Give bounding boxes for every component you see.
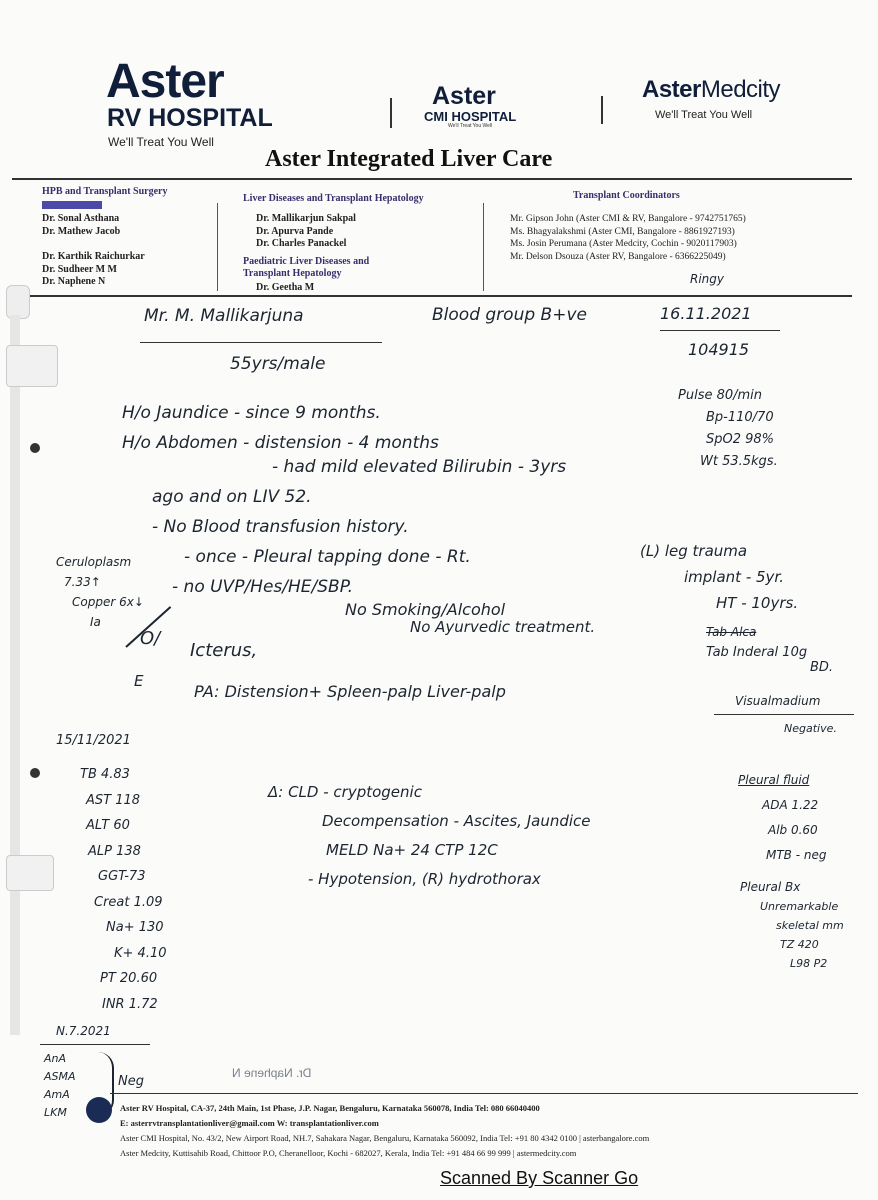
aster-medcity-tagline: We'll Treat You Well [655, 109, 753, 121]
ceruloplasmin-note [56, 552, 144, 632]
lab-value: Creat 1.09 [94, 894, 163, 910]
pleural-fluid-line: Alb 0.60 [768, 823, 818, 837]
pleural-bx-line: Unremarkable [760, 900, 839, 913]
diagnosis-line: MELD Na+ 24 CTP 12C [326, 841, 498, 859]
history-line: - had mild elevated Bilirubin - 3yrs [272, 457, 567, 477]
aster-medcity-logo-b: Medcity [700, 76, 781, 103]
bleed-through-text: Dr. Naphene N [232, 1066, 312, 1080]
blood-group: Blood group B+ve [432, 305, 587, 325]
paediatric-heading-2: Transplant Hepatology [243, 268, 342, 279]
punch-hole [30, 768, 40, 778]
history-line: H/o Abdomen - distension - 4 months [122, 433, 439, 453]
pleural-bx-block [740, 878, 844, 973]
header-divider-1 [390, 98, 392, 128]
exam-o: O/ [140, 628, 161, 649]
hpb-doctor: Dr. Naphene N [42, 276, 106, 287]
pleural-bx-line: skeletal mm [776, 919, 844, 932]
history-line: H/o Jaundice - since 9 months. [122, 403, 381, 423]
right-history-block [640, 538, 798, 616]
coordinator-line: Ms. Bhagyalakshmi (Aster CMI, Bangalore - 8861927193) [510, 226, 735, 237]
punch-hole [30, 443, 40, 453]
vital: SpO2 98% [706, 432, 775, 447]
liver-doctor: Dr. Mallikarjun Sakpal [256, 213, 356, 224]
pleural-fluid-line: MTB - neg [766, 848, 827, 862]
autoimmune-date: N.7.2021 [56, 1024, 111, 1038]
lab-value: PT 20.60 [100, 971, 158, 986]
aster-cmi-logo-name: Aster [432, 82, 496, 110]
hpb-doctor: Dr. Mathew Jacob [42, 225, 121, 237]
pleural-bx-line: TZ 420 [780, 938, 819, 951]
header-bottom-line [30, 295, 852, 297]
aster-rv-logo-sub: RV HOSPITAL [107, 104, 273, 132]
exam-e: E [134, 672, 144, 690]
paediatric-heading-1: Paediatric Liver Diseases and [243, 256, 370, 267]
history-line: No Ayurvedic treatment. [410, 618, 596, 636]
hpb-heading: HPB and Transplant Surgery [42, 186, 168, 197]
liver-doctor: Dr. Apurva Pande [256, 225, 334, 237]
autoimmune-label: AnA [44, 1052, 67, 1065]
aster-rv-logo-name: Aster [106, 55, 224, 108]
footer-address [120, 1101, 649, 1161]
history-line: ago and on LIV 52. [152, 487, 312, 507]
liver-doctor: Dr. Charles Panackel [256, 238, 347, 249]
autoimmune-result: Neg [118, 1074, 144, 1089]
right-history-line: Tab Inderal 10g [706, 645, 808, 660]
patient-name: Mr. M. Mallikarjuna [144, 306, 304, 326]
per-abdomen: PA: Distension+ Spleen-palp Liver-palp [194, 682, 506, 701]
coordinator-list [510, 213, 746, 263]
vital: Bp-110/70 [706, 410, 774, 425]
pleural-bx-heading: Pleural Bx [740, 880, 801, 894]
hpb-doctor: Dr. Karthik Raichurkar [42, 251, 145, 262]
margin-line: Ia [90, 615, 101, 629]
aster-cmi-logo-sub: CMI HOSPITAL [424, 109, 517, 124]
aster-medcity-logo [642, 76, 780, 104]
patient-id: 104915 [688, 340, 750, 359]
history-line: - once - Pleural tapping done - Rt. [184, 547, 471, 567]
history-block [122, 398, 566, 602]
footer-line: Aster RV Hospital, CA-37, 24th Main, 1st Phase, J.P. Nagar, Bengaluru, Karnataka 560078, India Tel: 080 66040400 [120, 1103, 540, 1113]
right-history-line: HT - 10yrs. [716, 594, 799, 612]
exam-icterus: Icterus, [190, 640, 258, 661]
labs-date: 15/11/2021 [56, 733, 131, 748]
diagnosis-block [268, 778, 591, 894]
hpb-doctor-list [42, 213, 145, 289]
margin-line: 7.33↑ [64, 575, 101, 589]
liver-heading: Liver Diseases and Transplant Hepatology [243, 193, 424, 204]
coordinator-line: Ms. Josin Perumana (Aster Medcity, Cochin - 9020117903) [510, 239, 737, 249]
footer-line: Aster CMI Hospital, No. 43/2, New Airport Road, NH.7, Sahakara Nagar, Bengaluru, Karnataka 560092, India Tel: +91 80 4342 0100 | asterbangalore.com [120, 1133, 650, 1143]
hpb-doctor: Dr. Sudheer M M [42, 263, 117, 275]
redaction-bar [42, 201, 102, 209]
coordinators-heading: Transplant Coordinators [573, 190, 680, 201]
document-title: Aster Integrated Liver Care [265, 146, 553, 172]
lab-value: ALP 138 [88, 843, 141, 859]
autoimmune-underline [40, 1044, 150, 1045]
right-history-line: implant - 5yr. [684, 568, 784, 586]
date-underline [660, 330, 780, 331]
pleural-fluid-heading: Pleural fluid [738, 773, 810, 787]
autoimmune-labels [44, 1050, 76, 1122]
visual-line: Visualmadium [735, 694, 821, 708]
aster-medcity-logo-a: Aster [642, 76, 701, 103]
column-divider-1 [217, 203, 218, 291]
lab-value: GGT-73 [98, 869, 146, 884]
history-line: - No Blood transfusion history. [152, 517, 409, 537]
autoimmune-label: LKM [44, 1106, 67, 1119]
autoimmune-label: ASMA [44, 1070, 76, 1083]
lab-value: TB 4.83 [80, 767, 130, 782]
pleural-fluid-line: ADA 1.22 [762, 798, 819, 812]
age-sex: 55yrs/male [230, 354, 326, 374]
vitals-block [678, 385, 778, 473]
paediatric-doctor: Dr. Geetha M [256, 282, 315, 293]
column-divider-2 [483, 203, 484, 291]
scanner-watermark: Scanned By Scanner Go [440, 1168, 639, 1188]
margin-line: Ceruloplasm [56, 555, 132, 569]
handwritten-ringy: Ringy [690, 272, 724, 286]
autoimmune-label: AmA [44, 1088, 70, 1101]
footer-line: E: asterrvtransplantationliver@gmail.com W: transplantationliver.com [120, 1118, 379, 1128]
hpb-doctor: Dr. Sonal Asthana [42, 213, 120, 224]
aster-rv-tagline: We'll Treat You Well [108, 135, 214, 149]
footer-rule [110, 1093, 858, 1094]
right-history-line: (L) leg trauma [640, 542, 748, 560]
pleural-bx-line: L98 P2 [790, 957, 828, 970]
patient-underline [140, 342, 382, 343]
diagnosis-line: - Hypotension, (R) hydrothorax [308, 870, 541, 888]
lab-value: AST 118 [86, 792, 141, 808]
lab-value: ALT 60 [86, 818, 130, 833]
liver-doctor-list [256, 213, 356, 251]
header-divider-2 [601, 96, 603, 124]
binder-clip [0, 285, 56, 1045]
lab-value: Na+ 130 [106, 920, 164, 935]
labs-block [80, 762, 167, 1017]
vital: Pulse 80/min [678, 388, 763, 403]
pleural-fluid-block [738, 768, 826, 868]
history-line: No Smoking/Alcohol [345, 600, 506, 619]
note-date: 16.11.2021 [660, 304, 752, 323]
coordinator-line: Mr. Delson Dsouza (Aster RV, Bangalore - 6366225049) [510, 251, 726, 262]
history-line: - no UVP/Hes/HE/SBP. [172, 577, 354, 597]
diagnosis-line: Δ: CLD - cryptogenic [268, 783, 422, 801]
visual-underline [714, 714, 854, 715]
footer-logo-mark [86, 1097, 112, 1123]
aster-cmi-tagline: We'll Treat You Well [448, 123, 493, 129]
diagnosis-line: Decompensation - Ascites, Jaundice [322, 812, 591, 830]
right-history-struck: Tab Alca [706, 625, 757, 639]
lab-value: INR 1.72 [102, 996, 158, 1012]
margin-line: Copper 6x↓ [72, 595, 144, 609]
vital: Wt 53.5kgs. [700, 454, 778, 469]
coordinator-line: Mr. Gipson John (Aster CMI & RV, Bangalore - 9742751765) [510, 214, 746, 224]
lab-value: K+ 4.10 [114, 945, 167, 961]
right-history-line: BD. [810, 660, 834, 675]
visual-line: Negative. [784, 722, 837, 735]
footer-line: Aster Medcity, Kuttisahib Road, Chittoor P.O, Cheranelloor, Kochi - 682027, Kerala, India Tel: +91 484 66 99 999 | astermedcity.com [120, 1148, 577, 1158]
title-underline [12, 178, 852, 180]
